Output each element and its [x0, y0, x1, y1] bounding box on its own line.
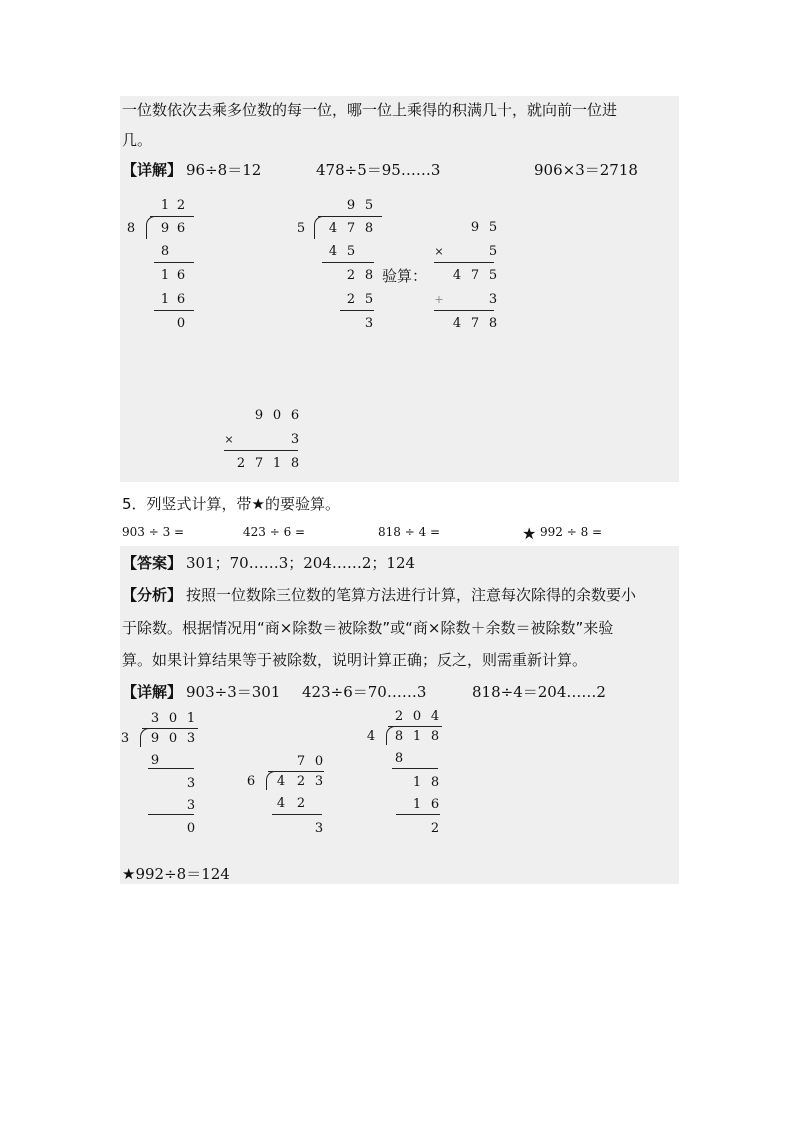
answer-text: 301；70……3；204……2；124 [186, 554, 416, 572]
divisor: 3 [120, 731, 130, 746]
division-bracket [314, 216, 323, 239]
equation-478-div-5: 478÷5＝95……3 [316, 161, 441, 179]
problem-903-div-3: 903 ÷ 3 = [122, 525, 185, 539]
answer-label: 【答案】 [122, 554, 183, 572]
question-5-title: 5．列竖式计算，带★的要验算。 [122, 495, 340, 513]
quotient-digit: 1 [160, 198, 170, 213]
problem-992-div-8: 992 ÷ 8 = [540, 525, 603, 539]
multiply-sign: × [434, 245, 444, 258]
verify-label: 验算： [382, 267, 428, 285]
equation-903-div-3: 903÷3＝301 [186, 683, 281, 701]
analysis-label: 【分析】 [122, 586, 183, 604]
detail-label-q5: 【详解】 [122, 683, 183, 701]
analysis-line-1: 按照一位数除三位数的笔算方法进行计算，注意每次除得的余数要小 [186, 586, 637, 604]
analysis-line-2: 于除数。根据情况用“商×除数＝被除数”或“商×除数＋余数＝被除数”来验 [122, 619, 614, 637]
division-bracket [146, 216, 155, 239]
equation-818-div-4: 818÷4＝204……2 [472, 683, 606, 701]
star-icon: ★ [522, 524, 537, 543]
plus-sign: + [434, 293, 444, 306]
problem-818-div-4: 818 ÷ 4 = [378, 525, 441, 539]
divisor: 4 [366, 729, 376, 744]
quotient-digit: 2 [176, 198, 186, 213]
equation-906-mul-3: 906×3＝2718 [534, 161, 638, 179]
divisor: 8 [126, 221, 136, 236]
multiply-sign: × [224, 433, 234, 446]
problem-423-div-6: 423 ÷ 6 = [243, 525, 306, 539]
divisor: 5 [296, 221, 306, 236]
divisor: 6 [246, 774, 256, 789]
analysis-line-3: 算。如果计算结果等于被除数，说明计算正确；反之，则需重新计算。 [122, 651, 588, 669]
intro-line-2: 几。 [122, 131, 153, 149]
explanation-block-top [120, 96, 679, 482]
intro-line-1: 一位数依次去乘多位数的每一位，哪一位上乘得的积满几十，就向前一位进 [122, 101, 618, 119]
star-equation-992-div-8: ★992÷8＝124 [122, 865, 230, 883]
equation-423-div-6: 423÷6＝70……3 [302, 683, 427, 701]
detail-label: 【详解】 [122, 161, 183, 179]
equation-96-div-8: 96÷8＝12 [186, 161, 262, 179]
